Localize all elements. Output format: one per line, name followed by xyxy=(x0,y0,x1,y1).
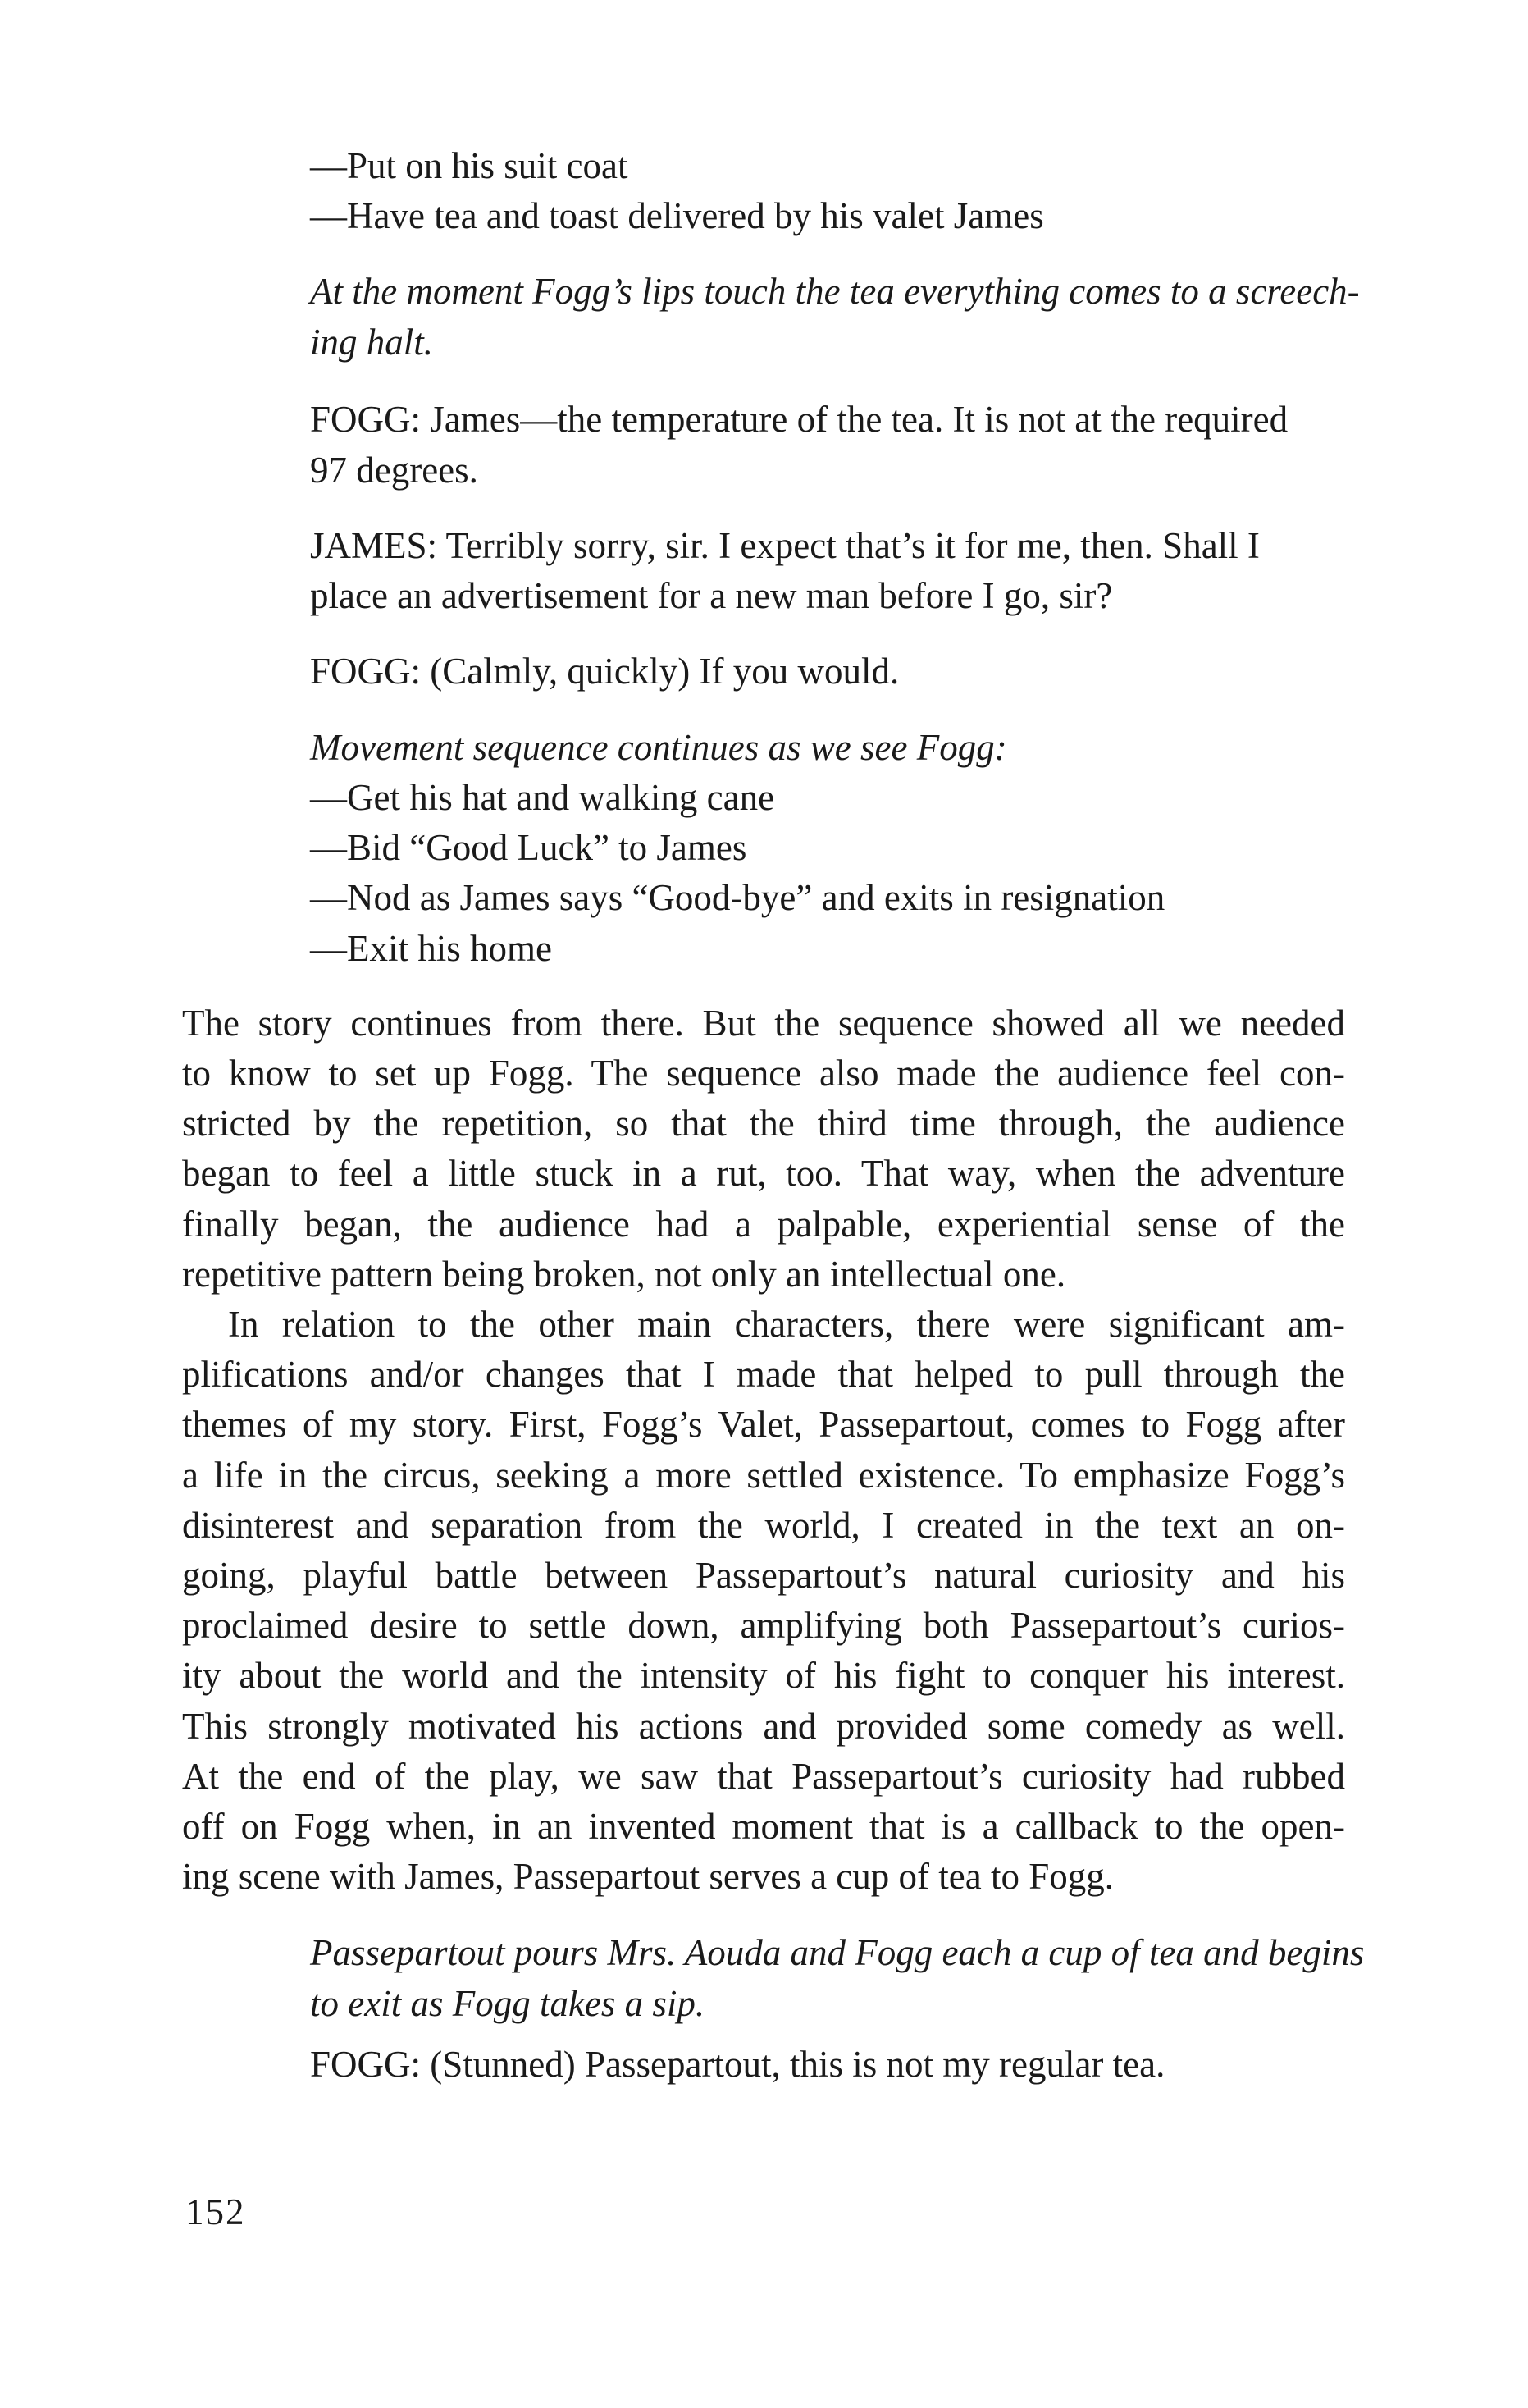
paragraph-line: stricted by the repetition, so that the third time through, the audience xyxy=(182,1103,1345,1144)
script-line: —Put on his suit coat xyxy=(310,145,628,186)
paragraph-line: a life in the circus, seeking a more settled existence. To emphasize Fogg’s xyxy=(182,1455,1345,1496)
dialogue-line: 97 degrees. xyxy=(310,450,478,491)
dialogue-line: FOGG: (Calmly, quickly) If you would. xyxy=(310,651,900,692)
script-line: —Exit his home xyxy=(310,928,552,969)
stage-direction-line: Movement sequence continues as we see Fogg: xyxy=(310,727,1007,768)
paragraph-line: In relation to the other main characters, there were significant am- xyxy=(228,1304,1345,1345)
paragraph-line: At the end of the play, we saw that Passepartout’s curiosity had rubbed xyxy=(182,1756,1345,1797)
paragraph-line: plifications and/or changes that I made that helped to pull through the xyxy=(182,1354,1345,1395)
paragraph-line: repetitive pattern being broken, not only an intellectual one. xyxy=(182,1254,1066,1295)
dialogue-line: FOGG: James—the temperature of the tea. It is not at the required xyxy=(310,399,1289,440)
page-number: 152 xyxy=(185,2191,246,2232)
script-line: —Nod as James says “Good-bye” and exits in resignation xyxy=(310,877,1165,918)
paragraph-line: ing scene with James, Passepartout serves a cup of tea to Fogg. xyxy=(182,1856,1114,1897)
paragraph-line: going, playful battle between Passepartout’s natural curiosity and his xyxy=(182,1555,1345,1596)
stage-direction-line: ing halt. xyxy=(310,322,434,363)
paragraph-line: to know to set up Fogg. The sequence also made the audience feel con- xyxy=(182,1053,1345,1094)
paragraph-line: off on Fogg when, in an invented moment that is a callback to the open- xyxy=(182,1806,1345,1847)
script-line: —Have tea and toast delivered by his valet James xyxy=(310,195,1044,236)
dialogue-line: FOGG: (Stunned) Passepartout, this is not my regular tea. xyxy=(310,2044,1165,2085)
stage-direction-line: At the moment Fogg’s lips touch the tea everything comes to a screech- xyxy=(310,271,1360,312)
dialogue-line: JAMES: Terribly sorry, sir. I expect that’s it for me, then. Shall I xyxy=(310,525,1260,566)
paragraph-line: This strongly motivated his actions and provided some comedy as well. xyxy=(182,1706,1345,1747)
paragraph-line: The story continues from there. But the sequence showed all we needed xyxy=(182,1003,1345,1044)
paragraph-line: disinterest and separation from the world, I created in the text an on- xyxy=(182,1505,1345,1546)
paragraph-line: began to feel a little stuck in a rut, too. That way, when the adventure xyxy=(182,1153,1345,1194)
paragraph-line: themes of my story. First, Fogg’s Valet, Passepartout, comes to Fogg after xyxy=(182,1404,1345,1445)
paragraph-line: ity about the world and the intensity of his fight to conquer his interest. xyxy=(182,1655,1345,1696)
paragraph-line: finally began, the audience had a palpable, experiential sense of the xyxy=(182,1204,1345,1245)
stage-direction-line: Passepartout pours Mrs. Aouda and Fogg each a cup of tea and begins xyxy=(310,1932,1365,1973)
script-line: —Get his hat and walking cane xyxy=(310,777,775,818)
stage-direction-line: to exit as Fogg takes a sip. xyxy=(310,1983,705,2024)
script-line: —Bid “Good Luck” to James xyxy=(310,827,747,868)
dialogue-line: place an advertisement for a new man before I go, sir? xyxy=(310,575,1113,616)
paragraph-line: proclaimed desire to settle down, amplifying both Passepartout’s curios- xyxy=(182,1605,1345,1646)
